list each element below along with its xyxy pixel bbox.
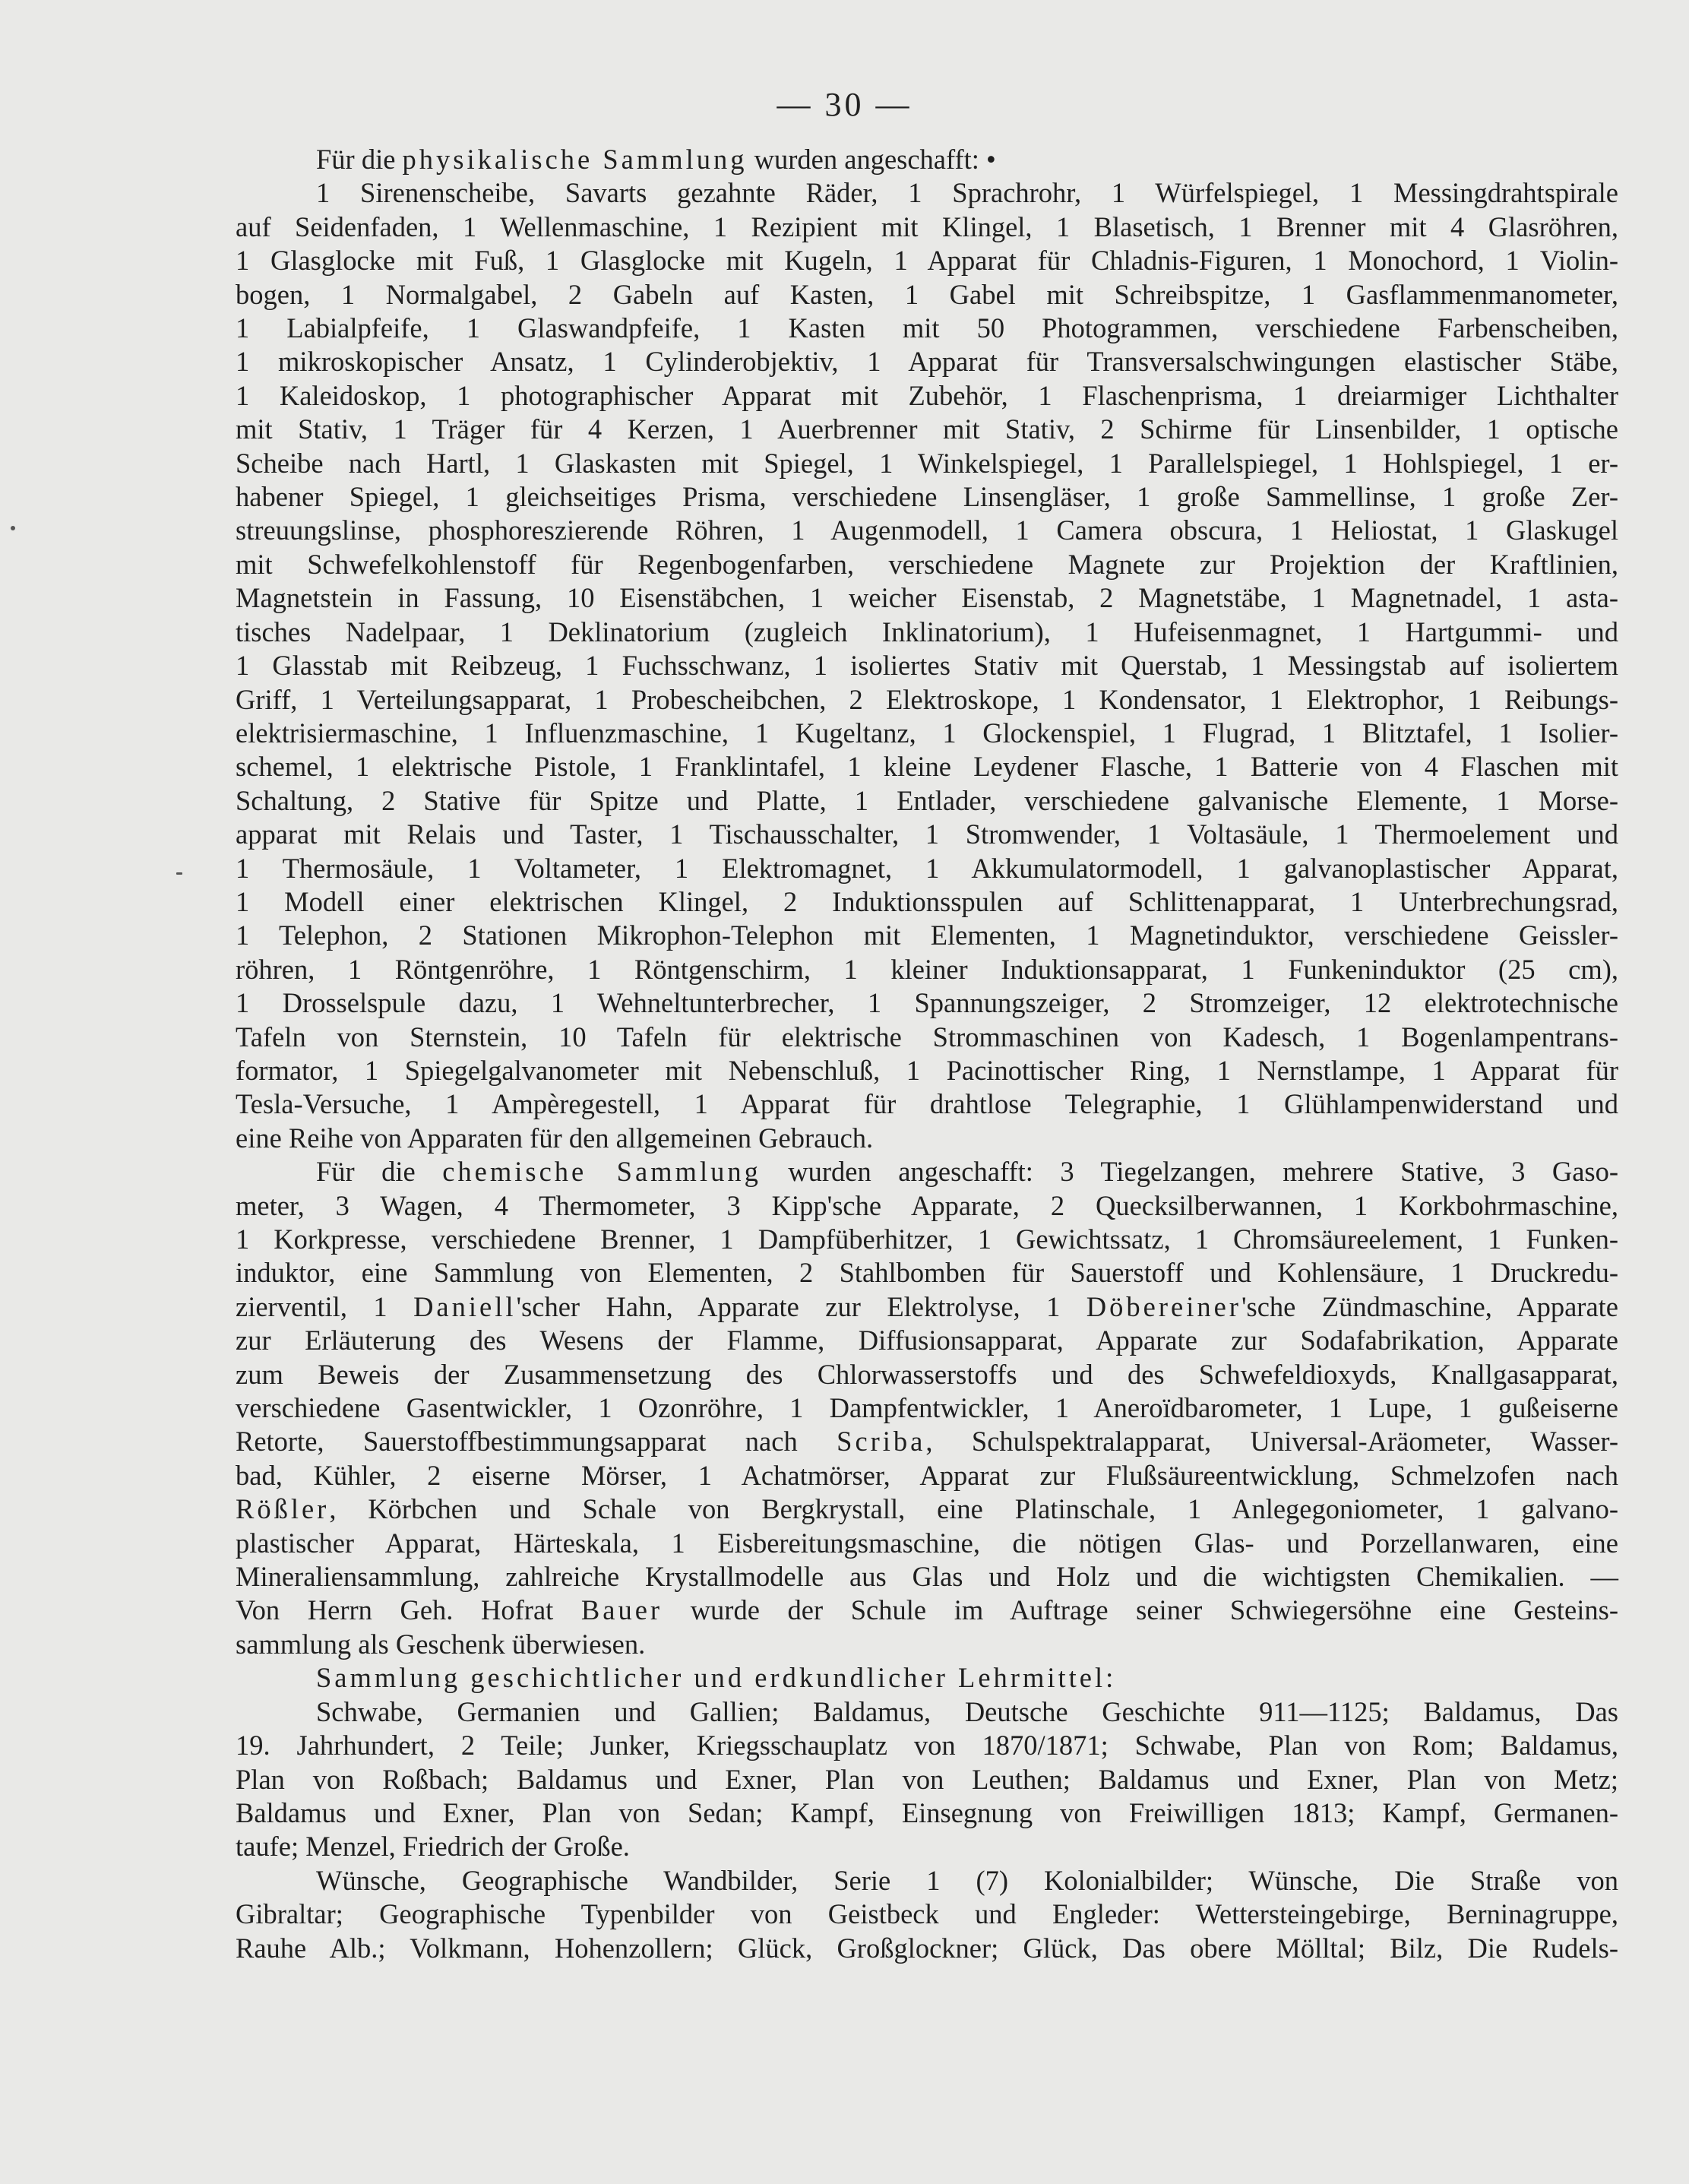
- text-run: formator, 1 Spiegelgalvanometer mit Nebenschluß, 1 Pacinottischer Ring, 1 Nernstlampe, 1 Apparat für: [236, 1054, 1618, 1086]
- text-run: verschiedene Gasentwickler, 1 Ozonröhre, 1 Dampfentwickler, 1 Aneroïdbarometer, 1 Lupe, 1 gußeiserne: [236, 1392, 1618, 1424]
- text-run: 1 Glasstab mit Reibzeug, 1 Fuchsschwanz, 1 isoliertes Stativ mit Querstab, 1 Messingstab auf isoliertem: [236, 650, 1618, 682]
- text-line: [236, 1594, 1618, 1627]
- text-line: [236, 953, 1618, 986]
- text-line: [236, 345, 1618, 378]
- document-body: [236, 143, 1618, 1965]
- text-run: Tafeln von Sternstein, 10 Tafeln für elektrische Strommaschinen von Kadesch, 1 Bogenlampentrans-: [236, 1021, 1618, 1052]
- text-run: Schaltung, 2 Stative für Spitze und Platte, 1 Entlader, verschiedene galvanische Elemente, 1 Morse-: [236, 784, 1618, 816]
- text-line: [236, 717, 1618, 750]
- text-line: [236, 1763, 1618, 1796]
- text-run: Plan von Roßbach; Baldamus und Exner, Plan von Leuthen; Baldamus und Exner, Plan von Metz;: [236, 1763, 1618, 1795]
- text-line: [236, 1021, 1618, 1054]
- text-line: [236, 784, 1618, 818]
- spaced-text: Sammlung geschichtlicher und erdkundlicher Lehrmittel:: [316, 1662, 1117, 1694]
- text-line: [236, 581, 1618, 615]
- text-line: [236, 176, 1618, 210]
- text-run: Retorte, Sauerstoffbestimmungsapparat nach: [236, 1426, 837, 1458]
- text-run: 1 Drosselspule dazu, 1 Wehneltunterbrecher, 1 Spannungszeiger, 2 Stromzeiger, 12 elektrotechnische: [236, 987, 1618, 1019]
- text-line: [236, 1256, 1618, 1290]
- text-run: Von Herrn Geh. Hofrat: [236, 1594, 581, 1626]
- text-run: 'sche Zündmaschine, Apparate: [1241, 1290, 1618, 1322]
- text-run: 1 Korkpresse, verschiedene Brenner, 1 Dampfüberhitzer, 1 Gewichtssatz, 1 Chromsäureelement, 1 Funken-: [236, 1223, 1618, 1255]
- paragraph: [236, 143, 1618, 176]
- text-run: zur Erläuterung des Wesens der Flamme, Diffusionsapparat, Apparate zur Sodafabrikation, Apparate: [236, 1325, 1618, 1356]
- text-run: 1 Sirenenscheibe, Savarts gezahnte Räder, 1 Sprachrohr, 1 Würfelspiegel, 1 Messingdrahtspirale: [316, 177, 1618, 209]
- text-run: 1 Kaleidoskop, 1 photographischer Apparat mit Zubehör, 1 Flaschenprisma, 1 dreiarmiger Lichthalter: [236, 379, 1618, 411]
- text-line: [236, 683, 1618, 717]
- text-run: apparat mit Relais und Taster, 1 Tischausschalter, 1 Stromwender, 1 Voltasäule, 1 Thermoelement und: [236, 818, 1618, 850]
- text-run: meter, 3 Wagen, 4 Thermometer, 3 Kipp'sche Apparate, 2 Quecksilberwannen, 1 Korkbohrmaschine,: [236, 1189, 1618, 1221]
- text-run: mit Schwefelkohlenstoff für Regenbogenfarben, verschiedene Magnete zur Projektion der Kraftlinien,: [236, 548, 1618, 580]
- text-line: [236, 1459, 1618, 1492]
- margin-speck: [11, 526, 15, 530]
- text-line: [236, 278, 1618, 312]
- text-run: röhren, 1 Röntgenröhre, 1 Röntgenschirm, 1 kleiner Induktionsapparat, 1 Funkeninduktor (25 cm),: [236, 953, 1618, 985]
- spaced-text: chemische Sammlung: [442, 1156, 761, 1188]
- text-run: wurden angeschafft: 3 Tiegelzangen, mehrere Stative, 3 Gaso-: [761, 1156, 1618, 1188]
- text-line: [236, 852, 1618, 885]
- text-line: [236, 1054, 1618, 1087]
- text-run: Gibraltar; Geographische Typenbilder von Geistbeck und Engleder: Wettersteingebirge, Berninagruppe,: [236, 1898, 1618, 1930]
- text-line: [236, 750, 1618, 783]
- spaced-text: Scriba: [837, 1426, 926, 1458]
- text-run: wurde der Schule im Auftrage seiner Schwiegersöhne eine Gesteins-: [663, 1594, 1618, 1626]
- text-line: [236, 1492, 1618, 1526]
- text-line: [236, 244, 1618, 277]
- text-line: [236, 649, 1618, 682]
- text-line: [236, 1324, 1618, 1357]
- paragraph: [236, 1695, 1618, 1864]
- text-line: [236, 986, 1618, 1020]
- text-run: elektrisiermaschine, 1 Influenzmaschine, 1 Kugeltanz, 1 Glockenspiel, 1 Flugrad, 1 Blitztafel, 1 Isolier-: [236, 717, 1618, 749]
- text-line: [236, 379, 1618, 413]
- text-line: [236, 1527, 1618, 1560]
- text-run: schemel, 1 elektrische Pistole, 1 Franklintafel, 1 kleine Leydener Flasche, 1 Batterie von 4 Flaschen mit: [236, 751, 1618, 783]
- text-run: zum Beweis der Zusammensetzung des Chlorwasserstoffs und des Schwefeldioxyds, Knallgasapparat,: [236, 1358, 1618, 1390]
- text-line: [236, 1695, 1618, 1729]
- text-line: [236, 447, 1618, 480]
- text-line: [236, 1830, 1618, 1863]
- text-run: tisches Nadelpaar, 1 Deklinatorium (zugleich Inklinatorium), 1 Hufeisenmagnet, 1 Hartgummi- und: [236, 616, 1618, 647]
- text-run: bogen, 1 Normalgabel, 2 Gabeln auf Kasten, 1 Gabel mit Schreibspitze, 1 Gasflammenmanometer,: [236, 278, 1618, 310]
- text-run: , Schulspektralapparat, Universal-Aräometer, Wasser-: [925, 1426, 1618, 1458]
- paragraph: [236, 1661, 1618, 1695]
- text-line: [236, 514, 1618, 547]
- spaced-text: Bauer: [580, 1594, 663, 1626]
- text-run: 1 mikroskopischer Ansatz, 1 Cylinderobjektiv, 1 Apparat für Transversalschwingungen elastischer Stäbe,: [236, 346, 1618, 378]
- text-run: Wünsche, Geographische Wandbilder, Serie 1 (7) Kolonialbilder; Wünsche, Die Straße von: [316, 1864, 1618, 1896]
- text-line: [236, 1796, 1618, 1830]
- text-line: [236, 210, 1618, 244]
- text-line: [236, 548, 1618, 581]
- paragraph: [236, 1155, 1618, 1661]
- text-line: [236, 1290, 1618, 1324]
- text-run: taufe; Menzel, Friedrich der Große.: [236, 1831, 630, 1863]
- text-run: Griff, 1 Verteilungsapparat, 1 Probescheibchen, 2 Elektroskope, 1 Kondensator, 1 Elektrophor, 1 Reibungs-: [236, 683, 1618, 715]
- text-run: Für die: [316, 144, 403, 175]
- text-line: [236, 1155, 1618, 1189]
- text-line: [236, 1189, 1618, 1223]
- text-run: 1 Labialpfeife, 1 Glaswandpfeife, 1 Kasten mit 50 Photogrammen, verschiedene Farbenscheiben,: [236, 312, 1618, 344]
- paragraph: [236, 176, 1618, 1155]
- margin-speck: [176, 872, 182, 875]
- text-run: plastischer Apparat, Härteskala, 1 Eisbereitungsmaschine, die nötigen Glas- und Porzellanwaren, eine: [236, 1527, 1618, 1559]
- text-run: sammlung als Geschenk überwiesen.: [236, 1628, 646, 1660]
- text-run: induktor, eine Sammlung von Elementen, 2 Stahlbomben für Sauerstoff und Kohlensäure, 1 Druckredu-: [236, 1257, 1618, 1289]
- text-line: [236, 1729, 1618, 1762]
- text-line: [236, 1087, 1618, 1121]
- text-run: Scheibe nach Hartl, 1 Glaskasten mit Spiegel, 1 Winkelspiegel, 1 Parallelspiegel, 1 Hohlspiegel, 1 er-: [236, 447, 1618, 479]
- text-run: 1 Modell einer elektrischen Klingel, 2 Induktionsspulen auf Schlittenapparat, 1 Unterbrechungsrad,: [236, 885, 1618, 917]
- text-run: Tesla-Versuche, 1 Ampèregestell, 1 Apparat für drahtlose Telegraphie, 1 Glühlampenwiderstand und: [236, 1088, 1618, 1120]
- text-run: Rauhe Alb.; Volkmann, Hohenzollern; Glück, Großglockner; Glück, Das obere Mölltal; Bilz, Die Rudels-: [236, 1932, 1618, 1964]
- text-run: 'scher Hahn, Apparate zur Elektrolyse, 1: [516, 1290, 1086, 1322]
- text-run: streuungslinse, phosphoreszierende Röhren, 1 Augenmodell, 1 Camera obscura, 1 Heliostat, 1 Glaskugel: [236, 514, 1618, 546]
- text-line: [236, 1661, 1618, 1695]
- text-run: auf Seidenfaden, 1 Wellenmaschine, 1 Rezipient mit Klingel, 1 Blasetisch, 1 Brenner mit 4 Glasröhren,: [236, 210, 1618, 242]
- text-line: [236, 1864, 1618, 1898]
- text-run: mit Stativ, 1 Träger für 4 Kerzen, 1 Auerbrenner mit Stativ, 2 Schirme für Linsenbilder, 1 optische: [236, 413, 1618, 445]
- text-line: [236, 818, 1618, 851]
- text-line: [236, 480, 1618, 514]
- text-run: bad, Kühler, 2 eiserne Mörser, 1 Achatmörser, Apparat zur Flußsäureentwicklung, Schmelzofen nach: [236, 1459, 1618, 1491]
- text-run: Magnetstein in Fassung, 10 Eisenstäbchen, 1 weicher Eisenstab, 2 Magnetstäbe, 1 Magnetnadel, 1 asta-: [236, 582, 1618, 614]
- text-run: 19. Jahrhundert, 2 Teile; Junker, Kriegsschauplatz von 1870/1871; Schwabe, Plan von Rom; Baldamus,: [236, 1730, 1618, 1761]
- text-run: Für die: [316, 1156, 443, 1188]
- text-line: [236, 1560, 1618, 1594]
- text-run: Baldamus und Exner, Plan von Sedan; Kampf, Einsegnung von Freiwilligen 1813; Kampf, Germanen-: [236, 1796, 1618, 1828]
- text-run: , Körbchen und Schale von Bergkrystall, eine Platinschale, 1 Anlegegoniometer, 1 galvano-: [329, 1493, 1618, 1525]
- spaced-text: physikalische Sammlung: [402, 144, 748, 175]
- text-line: [236, 1358, 1618, 1391]
- text-run: 1 Glasglocke mit Fuß, 1 Glasglocke mit Kugeln, 1 Apparat für Chladnis-Figuren, 1 Monochord, 1 Violin-: [236, 245, 1618, 277]
- text-line: [236, 885, 1618, 919]
- paragraph: [236, 1864, 1618, 1965]
- text-line: [236, 312, 1618, 345]
- text-line: [236, 1391, 1618, 1425]
- text-line: [236, 143, 1618, 176]
- spaced-text: Daniell: [413, 1290, 517, 1322]
- text-line: [236, 616, 1618, 649]
- text-line: [236, 1122, 1618, 1155]
- text-run: Schwabe, Germanien und Gallien; Baldamus, Deutsche Geschichte 911—1125; Baldamus, Das: [316, 1695, 1618, 1727]
- text-line: [236, 1223, 1618, 1256]
- spaced-text: Rößler: [236, 1493, 330, 1525]
- text-line: [236, 1628, 1618, 1661]
- text-line: [236, 413, 1618, 446]
- text-run: habener Spiegel, 1 gleichseitiges Prisma, verschiedene Linsengläser, 1 große Sammellinse, 1 große Zer-: [236, 481, 1618, 513]
- text-line: [236, 1898, 1618, 1931]
- text-run: 1 Telephon, 2 Stationen Mikrophon-Telephon mit Elementen, 1 Magnetinduktor, verschiedene Geissler-: [236, 919, 1618, 951]
- text-run: Mineraliensammlung, zahlreiche Krystallmodelle aus Glas und Holz und die wichtigsten Chemikalien. —: [236, 1561, 1618, 1593]
- text-run: wurden angeschafft: •: [747, 144, 996, 175]
- text-line: [236, 919, 1618, 952]
- spaced-text: Döbereiner: [1086, 1290, 1241, 1322]
- page-number: — 30 —: [776, 86, 913, 123]
- text-run: 1 Thermosäule, 1 Voltameter, 1 Elektromagnet, 1 Akkumulatormodell, 1 galvanoplastischer Apparat,: [236, 852, 1618, 884]
- text-line: [236, 1932, 1618, 1965]
- text-run: zierventil, 1: [236, 1290, 414, 1322]
- text-line: [236, 1425, 1618, 1458]
- text-run: eine Reihe von Apparaten für den allgemeinen Gebrauch.: [236, 1122, 874, 1154]
